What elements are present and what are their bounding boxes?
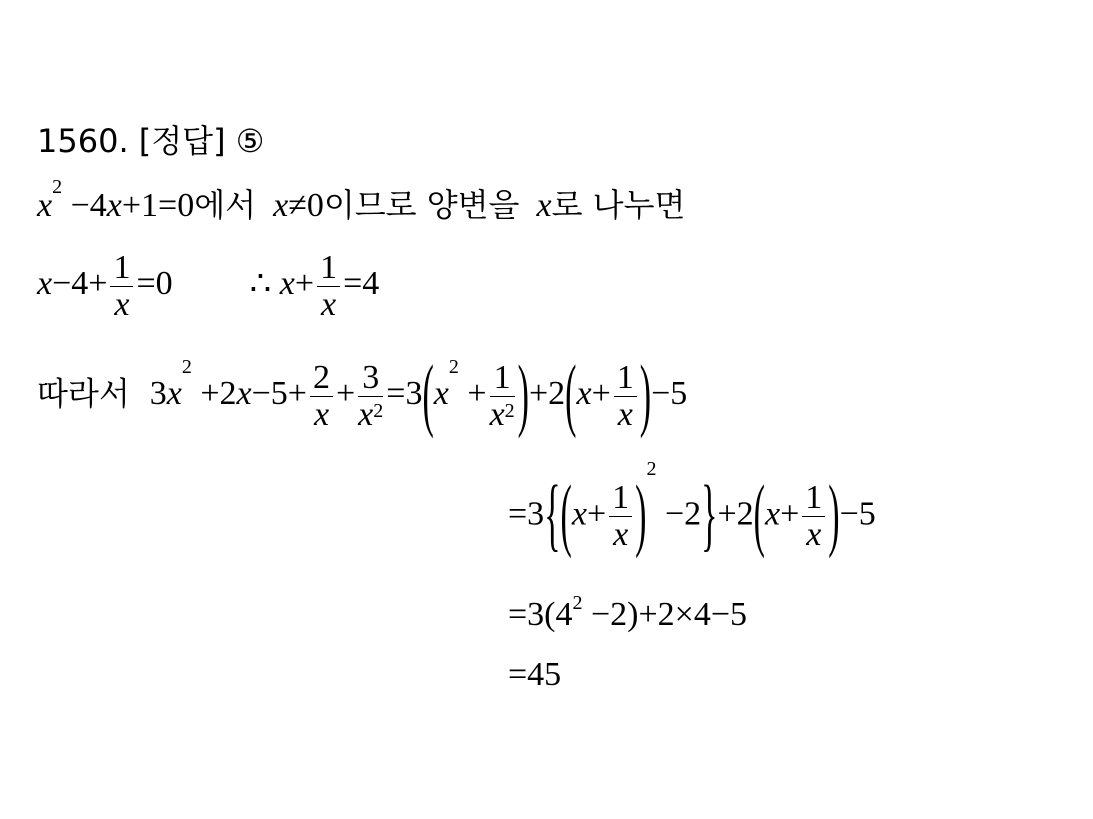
answer-value: ⑤: [235, 122, 265, 160]
step1-line: [37, 176, 686, 226]
step1-text-c: 로 나누면: [551, 186, 686, 224]
step3-line2: =3{(x+ $\frac{1}{x}$ )$^2$ −2}+2(x+ $\frac{1}{x}$ )−5: [508, 458, 876, 560]
therefore-symbol: ∴: [249, 265, 272, 303]
step3-expression1: $3x^2 +2x-5+$ $\frac{2}{x}$ + $\frac{3}{x^2}$ $=3(x^2$ + $\frac{1}{x^2}$ )+2(x+ $\frac{1}{x}$ )−5: [149, 350, 688, 440]
step1-condition: x≠0: [273, 187, 324, 224]
problem-number: 1560.: [37, 122, 129, 160]
answer-label: [정답]: [138, 122, 226, 160]
step2-line: [37, 250, 379, 323]
step2-right: x+ $\frac{1}{x}$ =4: [279, 249, 380, 323]
step1-text-a: 에서: [194, 186, 257, 224]
step1-var: x: [536, 187, 552, 224]
step1-equation: $x^2 -4x+1=0$: [37, 176, 195, 224]
step3-line3: $=3(4^2 -2)+2\times 4-5$: [508, 592, 748, 633]
problem-header: [37, 116, 264, 162]
step3-prefix: 따라서: [37, 374, 130, 413]
step1-text-b: 이므로 양변을: [323, 186, 520, 224]
step2-left: x−4+ $\frac{1}{x}$ =0: [37, 249, 173, 323]
step3-line4: =45: [508, 656, 562, 693]
step3-line1: [37, 350, 688, 440]
